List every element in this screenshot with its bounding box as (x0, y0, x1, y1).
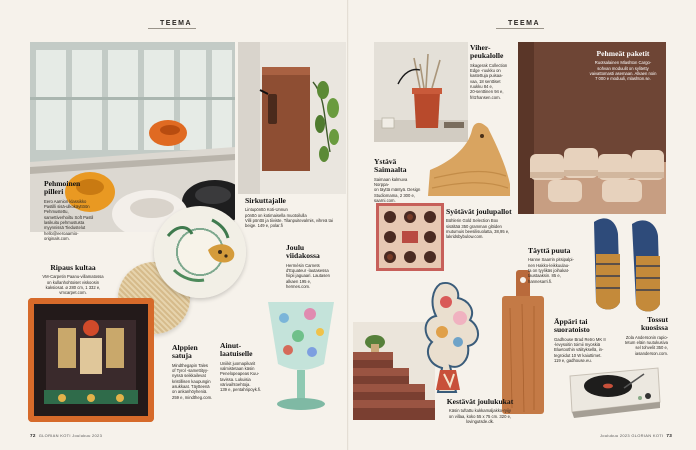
caption-text: Bühlerin Gold Selection Box (446, 218, 499, 224)
caption-text: myynnissä Tiedustelut (44, 225, 86, 231)
caption-text: tavissa. Lukuisia (220, 376, 251, 382)
caption-text: hello@eeroaarnio- (44, 230, 79, 236)
caption-title: Alppien (172, 343, 198, 352)
caption-title: Viher- (470, 43, 491, 52)
caption-text: 259 e, mindtheg.com. (172, 394, 213, 400)
caption-text: fritzhansen.com. (470, 94, 501, 100)
photo-chocolate-box (376, 203, 444, 271)
caption-text: 139 e, pentahripoyk.fi. (220, 387, 262, 393)
caption-text: Uniikit juomapikarit (220, 360, 256, 366)
caption-text: of Tyrol -samettityy- (172, 368, 209, 374)
caption-text: Lintupönttö Koti-Unnun (245, 207, 288, 213)
caption-title: Ripaus kultaa (50, 263, 96, 272)
caption-text: on täyttä mäntyä. Design (374, 187, 421, 193)
page-gutter (347, 0, 349, 450)
caption-text: asukkaat. Täytteenä (172, 384, 210, 389)
caption-text: originals.com. (44, 235, 70, 241)
caption-text: saarni.com. (374, 198, 396, 203)
caption-text: lovingutsde.dk. (466, 419, 494, 424)
photo-jungle-plate (154, 206, 246, 298)
caption-text: lakridsbybulow.com. (446, 234, 484, 240)
caption-text: -levysoitin toimii myoskiä (554, 342, 601, 348)
caption-text: Edge -ruukku on (470, 68, 501, 74)
caption-text: tetum eläin ruutukusiva (624, 340, 668, 346)
left-tag-rule (148, 28, 196, 29)
right-folio-text: Joulukuu 2023 GLORIAN KOTI (600, 433, 664, 438)
caption-title: viidakossa (286, 251, 320, 261)
left-page-number: 72 (30, 433, 36, 438)
caption-text: 20-senttinen 94 e, (470, 89, 504, 95)
caption-text: vaa, 18 senttiset (470, 78, 501, 84)
caption-text: nyssä seikkailevat (172, 373, 206, 379)
caption-title: Ystävä (374, 157, 397, 166)
caption-text: värivaihtoehtoja. (220, 382, 251, 387)
caption-title: Syötävät joulupallot (446, 207, 512, 216)
caption-text: mutumuis beesilisuolatta, 38,95 e, (446, 229, 510, 234)
caption-tossut-kuosissa (612, 316, 668, 356)
right-page-number: 73 (666, 433, 673, 438)
photo-wooden-seal (420, 118, 518, 200)
caption-title: Täyttä puuta (528, 246, 571, 255)
caption-title: Tossut (647, 315, 668, 324)
caption-title: Sirkuttajalle (245, 196, 286, 205)
caption-title: Ainut- (220, 341, 242, 350)
caption-ainutlaatuiselle (220, 342, 264, 393)
caption-text: Skagerak Collection (470, 62, 508, 68)
photo-glass-goblet (262, 296, 340, 420)
caption-text: hermes.com. (286, 284, 311, 289)
caption-text: sel tohvelit 350 e, (635, 345, 668, 351)
caption-text: 119 e, gadhouse.eu. (554, 358, 592, 363)
caption-text: Pastilli sisä-ulkokäyttöön (44, 204, 90, 210)
photo-birdhouse (238, 42, 346, 194)
caption-text: Penelopeapeas Kuu- (220, 371, 260, 377)
caption-text: on ankanhöyheniä. (172, 389, 208, 395)
caption-text: taustaaksin. 85 e, (528, 273, 561, 279)
caption-viherpeukalolle (470, 44, 516, 100)
caption-title: pilleri (44, 187, 64, 197)
caption-kestavat-joulukukat (428, 398, 532, 424)
caption-text: Ruotsalainen Mlashton Cargo- (594, 60, 652, 66)
photo-slippers (586, 214, 672, 314)
caption-title: Saimaalta (374, 165, 407, 175)
caption-syotavat-joulupallot (446, 208, 524, 240)
caption-text: sisältää 350 gramman glöiden (446, 223, 502, 229)
caption-sirkuttajalle (245, 197, 345, 229)
caption-text: Villi pönttö ja tiiviste. Tilanpuitevalmis, vihreä tai (245, 218, 333, 223)
caption-text: ta on tyylikäs joihakat- (528, 268, 570, 273)
caption-text: d'Equateur -lautasessa (286, 268, 329, 274)
right-folio (600, 433, 672, 438)
caption-text: alkaen 195 e, (286, 278, 312, 284)
caption-tayta-puuta (528, 247, 584, 284)
caption-text: on villaa, koko 55 x 75 cm. 320 e, (448, 413, 512, 419)
caption-text: 7 000 e moduuli, mlashton.se. (595, 76, 651, 82)
caption-title: kuosissa (640, 323, 668, 333)
caption-text: lasikuitu pehmustusta (44, 220, 85, 225)
photo-cutting-board (498, 268, 548, 416)
caption-text: vmcarpet.com. (59, 290, 87, 296)
caption-text: Bluetoothin välityksellä, in- (554, 347, 604, 353)
caption-text: tegroidut 10 W kaiuttimet. (554, 352, 602, 358)
caption-ystava-saimaalta (374, 158, 422, 203)
caption-text: Zola Andersonin rapio- (625, 334, 668, 340)
left-folio-text: GLORIAN KOTI Joulukuu 2023 (38, 433, 103, 438)
right-tag-rule (496, 28, 544, 29)
caption-text: beige. 149 e, polar.fi (245, 223, 283, 229)
caption-text: ruukku 84 e, (470, 84, 494, 89)
caption-text: hiipii jaguaari. Lautasen (286, 273, 330, 279)
caption-ripaus-kultaa (28, 264, 118, 296)
photo-record-player (566, 356, 662, 418)
caption-text: Mindthegapin Tales (172, 362, 209, 368)
caption-title: suoratoisto (554, 325, 590, 335)
caption-text: kastettuja puisaa- (470, 73, 503, 79)
caption-text: vaivattomasti asemaan. Alkaen noin (589, 71, 657, 76)
caption-title: satuja (172, 351, 192, 361)
caption-text: Hermésin Carnets (286, 262, 320, 268)
caption-text: nen Hakko-leikkuulau- (528, 262, 570, 268)
left-folio (30, 433, 102, 438)
caption-text: valmistetaan käsin (220, 366, 255, 372)
caption-text: Saimaan kalmuva Norppa- (374, 176, 408, 188)
right-section-tag: TEEMA (508, 20, 540, 27)
caption-text: Studiomama, 2 300 e, (374, 192, 415, 198)
caption-text: kaksiosat. ø 280 cm, 1 332 e, (45, 285, 101, 290)
photo-rug-vase (420, 280, 486, 398)
caption-pehmoinen (44, 180, 99, 241)
caption-title: peukalolle (470, 51, 504, 61)
caption-title: Pehmeät paketit (596, 49, 650, 58)
photo-alpine-cushion (28, 298, 154, 422)
caption-text: Eero Aarnion klassikko (44, 198, 87, 204)
caption-text: Pehmustettu, samettiverhoiltu Soft Pastil (44, 209, 94, 220)
caption-title: Pehmoinen (44, 179, 81, 188)
caption-text: Hanne Saarrin pitsipalpi- (528, 257, 574, 263)
caption-pehmeat-paketit (580, 50, 666, 82)
caption-title: Kestävät joulukukat (446, 397, 514, 406)
caption-text: Gadhouse Brad Retro MK II (554, 336, 606, 342)
caption-text: sohvan moduulit on sylitetty (597, 65, 649, 71)
caption-text: hannesarri.fi. (528, 278, 553, 284)
caption-joulu-viidakossa (286, 244, 344, 289)
caption-appari-suoratoisto (554, 318, 616, 363)
caption-text: VM-Carpetin Paanu-villamatossa (42, 274, 104, 280)
caption-title: Joulu (286, 243, 305, 252)
caption-title: laatuiselle (220, 349, 253, 359)
caption-text: pönttö on kotimaisella muotoilulla (245, 212, 307, 218)
caption-text: kristillisen kaupungin (172, 378, 211, 384)
caption-title: Äppäri tai (554, 317, 588, 326)
caption-text: iasanderson.com. (634, 350, 668, 356)
left-section-tag: TEEMA (160, 20, 192, 27)
caption-text: Käsin tuftattu kukkamaljakko-ryijy (449, 408, 511, 414)
caption-text: on kullanhohtoiset viskoosin (46, 279, 100, 285)
